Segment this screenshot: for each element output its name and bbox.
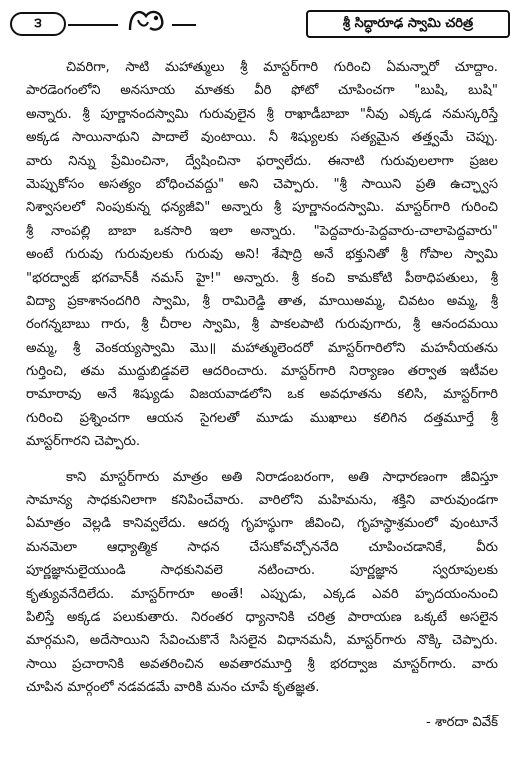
header-rule-left	[68, 24, 118, 26]
author-signature: - శారదా వివేక్	[426, 715, 498, 730]
text-line: "భరద్వాజ్ భగవాన్‌కీ నమస్ హై!" అన్నారు. శ్రీ కంచి కామకోటి పీఠాధిపతులు, శ్రీ	[26, 270, 498, 286]
magazine-logo-icon	[126, 6, 168, 34]
text-line: నిశ్వాసలలో నింపుకున్న ధన్యజీవి" అన్నారు శ్రీ పూర్ణానందస్వామి. మాస్టర్‌గారి గురించి	[26, 200, 498, 216]
text-line: పిలిస్తే అక్కడ పలుకుతారు. నిరంతర ధ్యానానికి చరిత్ర పారాయణ ఒక్కటే అసలైన	[26, 609, 498, 625]
text-line: పారడెంగంలోని అనసూయ మాతకు వీరి ఫోటో చూపించగా "బుషి, బుషి"	[26, 83, 498, 99]
text-line: మనమెలా ఆధ్యాత్మిక సాధన చేసుకోవచ్చోననేది చూపించడానికే, వీరు	[26, 539, 498, 555]
paragraph-1	[26, 56, 498, 454]
text-line: చివరిగా, సాటి మహాత్ములు శ్రీ మాస్టర్‌గారి గురించి ఏమన్నారో చూద్దాం.	[66, 60, 498, 75]
text-line: అమ్మ, శ్రీ వెంకయ్యస్వామి మొ॥ మహాత్ములెందరో మాస్టర్‌గారిలోని మహనీయతను	[26, 340, 498, 356]
header-rule-right	[172, 24, 196, 26]
paragraph-gap	[26, 454, 498, 466]
text-line: అక్కడ సాయినాథుని పాదాలే వుంటాయి. నీ శిష్యులకు సత్యమైన తత్త్వమే చెప్పు.	[26, 130, 498, 146]
page-number: ౩	[10, 12, 66, 36]
text-line: రంగన్నబాబు గారు, శ్రీ చీరాల స్వామి, శ్రీ పాకలపాటి గురువుగారు, శ్రీ ఆనందమయి	[26, 317, 498, 333]
text-line: కాని మాస్టర్‌గారు మాత్రం అతి నిరాడంబరంగా, అతి సాధారణంగా జీవిస్తూ	[66, 469, 498, 485]
text-line: చూపిన మార్గంలో నడవడమే వారికి మనం చూపే కృతజ్ఞత.	[26, 680, 320, 696]
text-line: మార్గమని, అదేసాయిని సేవించుకొనే సిసలైన విధానమనీ, మాస్టర్‌గారు నొక్కి చెప్పారు.	[26, 633, 498, 649]
text-line: పూర్ణజ్ఞానులైయుండి సాధకునివలె నటించారు. పూర్ణజ్ఞాన స్వరూపులకు	[26, 563, 498, 579]
text-line: కృత్యువనేదిలేదు. మాస్టర్‌గారూ అంతే! ఎప్పుడు, ఎక్కడ ఎవరి హృదయంనుంచి	[26, 586, 498, 602]
text-line: గుర్తించి, తమ ముద్దుబిడ్డవలె ఆదరించారు. మాస్టర్‌గారి నిర్యాణం తర్వాత ఇటీవల	[26, 364, 498, 380]
text-line: అన్నారు. శ్రీ పూర్ణానందస్వామి గురువులైన శ్రీ రాఖాడీబాబా "నీవు ఎక్కడ నమస్కరిస్తే	[26, 106, 498, 122]
text-line: వారు నిన్ను ప్రేమించినా, ద్వేషించినా ఫర్వాలేదు. ఈనాటి గురువులలాగా ప్రజల	[26, 153, 498, 169]
running-title: శ్రీ సిద్ధారూఢ స్వామి చరిత్ర	[306, 10, 510, 38]
text-line: అంటే గురువు గురువులకు గురువు అని! శేషాద్రి అనే భక్తునితో శ్రీ గోపాల స్వామి	[26, 247, 498, 263]
text-line: ఏమాత్రం వెల్లడి కానివ్వలేదు. ఆదర్శ గృహస్థుగా జీవించి, గృహస్థాశ్రమంలో వుంటూనే	[26, 516, 498, 532]
text-line: రామారావు అనే శిష్యుడు విజయవాడలోని ఒక అవధూతను కలిసి, మాస్టర్‌గారి	[26, 387, 498, 403]
text-line: సాయి ప్రచారానికి అవతరించిన అవతారమూర్తి శ్రీ భరద్వాజ మాస్టర్‌గారు. వారు	[26, 656, 498, 672]
text-line: సామాన్య సాధకునిలాగా కనిపించేవారు. వారిలోని మహిమను, శక్తిని వారువుండగా	[26, 493, 498, 509]
text-line: మెప్పుకోసం అసత్యం బోధించవద్దు" అని చెప్పారు. "శ్రీ సాయిని ప్రతి ఉచ్ఛ్వాస	[26, 176, 498, 192]
text-line: విద్యా ప్రకాశానందగిరి స్వామి, శ్రీ రామిరెడ్డి తాత, మాయిఅమ్మ, చివటం అమ్మ, శ్రీ	[26, 293, 498, 309]
text-line: మాస్టర్‌గారని చెప్పారు.	[26, 434, 141, 450]
paragraph-2	[26, 466, 498, 700]
text-line: శ్రీ నాంపల్లి బాబా ఒకసారి ఇలా అన్నారు. "పెద్దవారు-పెద్దవారు-చాలాపెద్దవారు"	[26, 223, 498, 239]
page-header	[6, 6, 512, 40]
text-line: గురించి ప్రశ్నించగా ఆయన సైగలతో మూడు ముఖాలు కలిగిన దత్తమూర్తే శ్రీ	[26, 410, 498, 426]
article-body	[26, 56, 498, 700]
